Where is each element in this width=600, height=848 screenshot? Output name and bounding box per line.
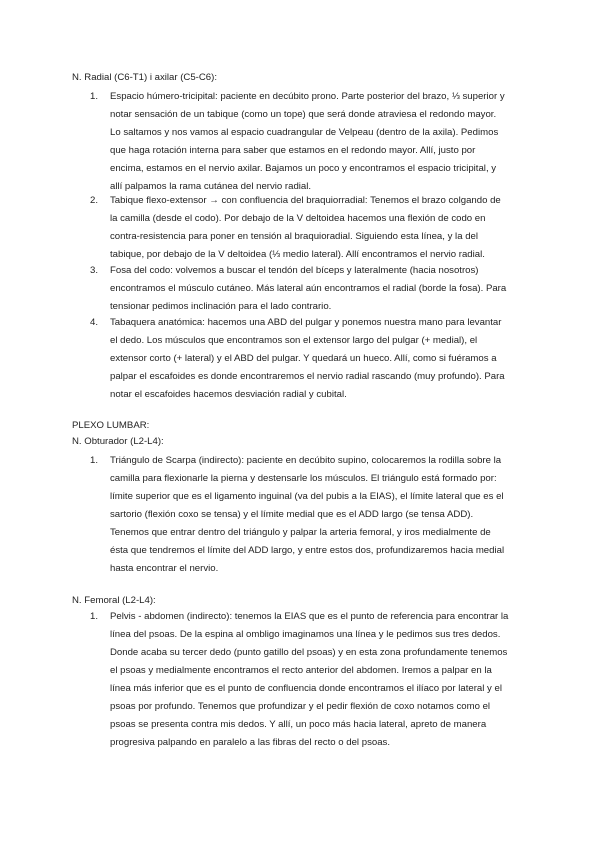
text-line: psoas se presenta contra mis dedos. Y allí, un poco más hacia lateral, apreto de manera <box>110 719 487 730</box>
list-item-text <box>110 192 530 264</box>
text-line: Tabique flexo-extensor → con confluencia del braquiorradial: Tenemos el brazo colgando de <box>110 195 501 206</box>
text-line: la camilla (desde el codo). Por debajo de la V deltoidea hacemos una flexión de codo en <box>110 213 486 224</box>
list-item-text <box>110 608 530 752</box>
text-line: Triángulo de Scarpa (indirecto): paciente en decúbito supino, colocaremos la rodilla sobre la <box>110 455 502 466</box>
text-line: encima, estamos en el nervio axilar. Bajamos un poco y encontramos el espacio tricipital, y <box>110 163 497 174</box>
text-line: línea más inferior que es el punto de confluencia donde encontramos el ilíaco por lateral y el <box>110 683 502 694</box>
list-item-text <box>110 314 530 404</box>
text-line: Pelvis - abdomen (indirecto): tenemos la EIAS que es el punto de referencia para encontrar la <box>110 611 509 622</box>
text-line: progresiva palpando en paralelo a las fibras del recto o del psoas. <box>110 737 390 748</box>
text-line: extensor corto (+ lateral) y el ABD del pulgar. Y quedará un hueco. Allí, como si fuéramos a <box>110 353 497 364</box>
text-line: tabique, por debajo de la V deltoidea (⅓ medio lateral). Allí encontramos el nervio radial. <box>110 249 485 260</box>
text-line: ésta que tendremos el límite del ADD largo, y entre estos dos, profundizaremos hacia medial <box>110 545 505 556</box>
list-number: 2. <box>90 195 99 206</box>
text-line: línea del psoas. De la espina al ombligo imaginamos una línea y le pedimos sus tres dedos. <box>110 629 501 640</box>
list-item-text <box>110 262 530 316</box>
text-line: Fosa del codo: volvemos a buscar el tendón del bíceps y lateralmente (hacia nosotros) <box>110 265 479 276</box>
text-line: Tenemos que entrar dentro del triángulo y palpar la arteria femoral, y iros medialmente de <box>110 527 491 538</box>
text-line: límite superior que es el ligamento inguinal (va del pubis a la EIAS), el límite lateral que es el <box>110 491 504 502</box>
text-line: hasta encontrar el nervio. <box>110 563 219 574</box>
text-line: tensionar pedimos inclinación para el lado contrario. <box>110 301 332 312</box>
text-line: Donde acaba su tercer dedo (punto gatillo del psoas) y en esta zona profundamente tenemos <box>110 647 508 658</box>
text-line: camilla para flexionarle la pierna y destensarle los músculos. El triángulo está formado por: <box>110 473 497 484</box>
text-line: Espacio húmero-tricipital: paciente en decúbito prono. Parte posterior del brazo, ⅓ superior y <box>110 91 505 102</box>
list-number: 1. <box>90 611 99 622</box>
text-line: palpar el escafoides es donde encontraremos el nervio radial rascando (muy profundo). Para <box>110 371 505 382</box>
heading-femoral: N. Femoral (L2-L4): <box>72 595 156 606</box>
list-item-text <box>110 88 530 196</box>
list-number: 1. <box>90 91 99 102</box>
text-line: el psoas y medialmente encontramos el recto anterior del abdomen. Iremos a palpar en la <box>110 665 492 676</box>
list-number: 4. <box>90 317 99 328</box>
text-line: el dedo. Los músculos que encontramos son el extensor largo del pulgar (+ medial), el <box>110 335 478 346</box>
text-line: contra-resistencia para poner en tensión al braquioradial. Siguiendo esta línea, y la del <box>110 231 478 242</box>
text-line: que haga rotación interna para saber que estamos en el redondo mayor. Allí, justo por <box>110 145 476 156</box>
list-number: 3. <box>90 265 99 276</box>
text-line: allí palpamos la rama cutánea del nervio radial. <box>110 181 312 192</box>
text-line: notar el escafoides hacemos desviación radial y cubital. <box>110 389 347 400</box>
text-line: sartorio (flexión coxo se tensa) y el límite medial que es el ADD largo (se tensa ADD). <box>110 509 474 520</box>
text-line: notar sensación de un tabique (como un tope) que será donde atraviesa el redondo mayor. <box>110 109 497 120</box>
heading-obturador: N. Obturador (L2-L4): <box>72 436 164 447</box>
section-title-plexo-lumbar: PLEXO LUMBAR: <box>72 420 150 431</box>
text-line: Tabaquera anatómica: hacemos una ABD del pulgar y ponemos nuestra mano para levantar <box>110 317 502 328</box>
heading-radial-axilar: N. Radial (C6-T1) i axilar (C5-C6): <box>72 72 217 83</box>
text-line: encontramos el músculo cutáneo. Más lateral aún encontramos el radial (borde la fosa). Para <box>110 283 507 294</box>
text-line: psoas por profundo. Tenemos que profundizar y el pedir flexión de coxo notamos como el <box>110 701 491 712</box>
list-item-text <box>110 452 530 578</box>
list-number: 1. <box>90 455 99 466</box>
text-line: Lo saltamos y nos vamos al espacio cuadrangular de Velpeau (dentro de la axila). Pedimos <box>110 127 499 138</box>
